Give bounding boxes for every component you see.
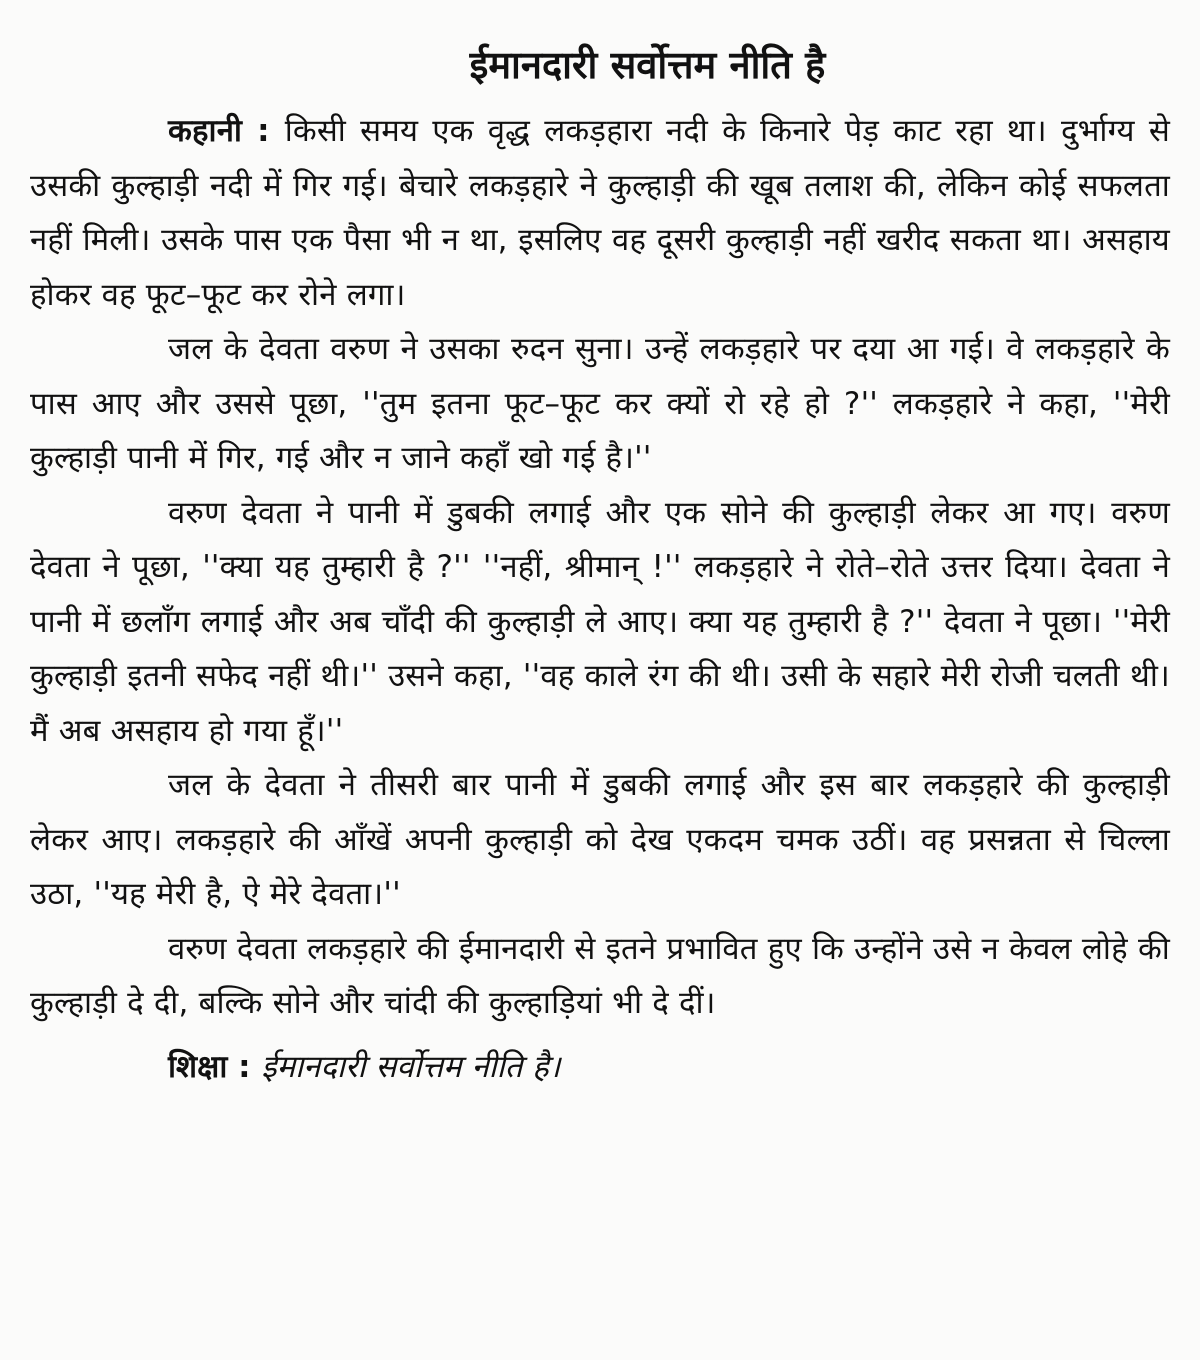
story-label-separator: : [242,113,285,149]
story-paragraph-1 [30,104,1170,322]
story-paragraph-3: वरुण देवता ने पानी में डुबकी लगाई और एक सोने की कुल्हाड़ी लेकर आ गए। वरुण देवता ने पूछा, ''क्या यह तुम्हारी है ?'' ''नहीं, श्रीमान् !'' लकड़हारे ने रोते–रोते उत्तर दिया। देवता ने पानी में छलाँग लगाई और अब चाँदी की कुल्हाड़ी ले आए। क्या यह तुम्हारी है ?'' देवता ने पूछा। ''मेरी कुल्हाड़ी इतनी सफेद नहीं थी।'' उसने कहा, ''वह काले रंग की थी। उसी के सहारे मेरी रोजी चलती थी। मैं अब असहाय हो गया हूँ।'' [30,494,1170,749]
story-paragraph-2: जल के देवता वरुण ने उसका रुदन सुना। उन्हें लकड़हारे पर दया आ गई। वे लकड़हारे के पास आए और उससे पूछा, ''तुम इतना फूट–फूट कर क्यों रो रहे हो ?'' लकड़हारे ने कहा, ''मेरी कुल्हाड़ी पानी में गिर, गई और न जाने कहाँ खो गई है।'' [30,331,1170,476]
story-paragraph-1-text: किसी समय एक वृद्ध लकड़हारा नदी के किनारे पेड़ काट रहा था। दुर्भाग्य से उसकी कुल्हाड़ी नदी में गिर गई। बेचारे लकड़हारे ने कुल्हाड़ी की खूब तलाश की, लेकिन कोई सफलता नहीं मिली। उसके पास एक पैसा भी न था, इसलिए वह दूसरी कुल्हाड़ी नहीं खरीद सकता था। असहाय होकर वह फूट–फूट कर रोने लगा। [30,113,1170,313]
story-paragraph-4: जल के देवता ने तीसरी बार पानी में डुबकी लगाई और इस बार लकड़हारे की कुल्हाड़ी लेकर आए। लकड़हारे की आँखें अपनी कुल्हाड़ी को देख एकदम चमक उठीं। वह प्रसन्नता से चिल्ला उठा, ''यह मेरी है, ऐ मेरे देवता।'' [30,767,1170,912]
moral-line [30,1037,1170,1097]
page-title: ईमानदारी सर्वोत्तम नीति है [469,43,826,87]
moral-label-separator: : [227,1048,262,1085]
moral-text: ईमानदारी सर्वोत्तम नीति है। [261,1048,561,1085]
story-paragraph-5: वरुण देवता लकड़हारे की ईमानदारी से इतने प्रभावित हुए कि उन्होंने उसे न केवल लोहे की कुल्हाड़ी दे दी, बल्कि सोने और चांदी की कुल्हाड़ियां भी दे दीं। [30,930,1170,1021]
moral-label: शिक्षा [168,1048,228,1085]
story-label: कहानी [168,113,243,149]
